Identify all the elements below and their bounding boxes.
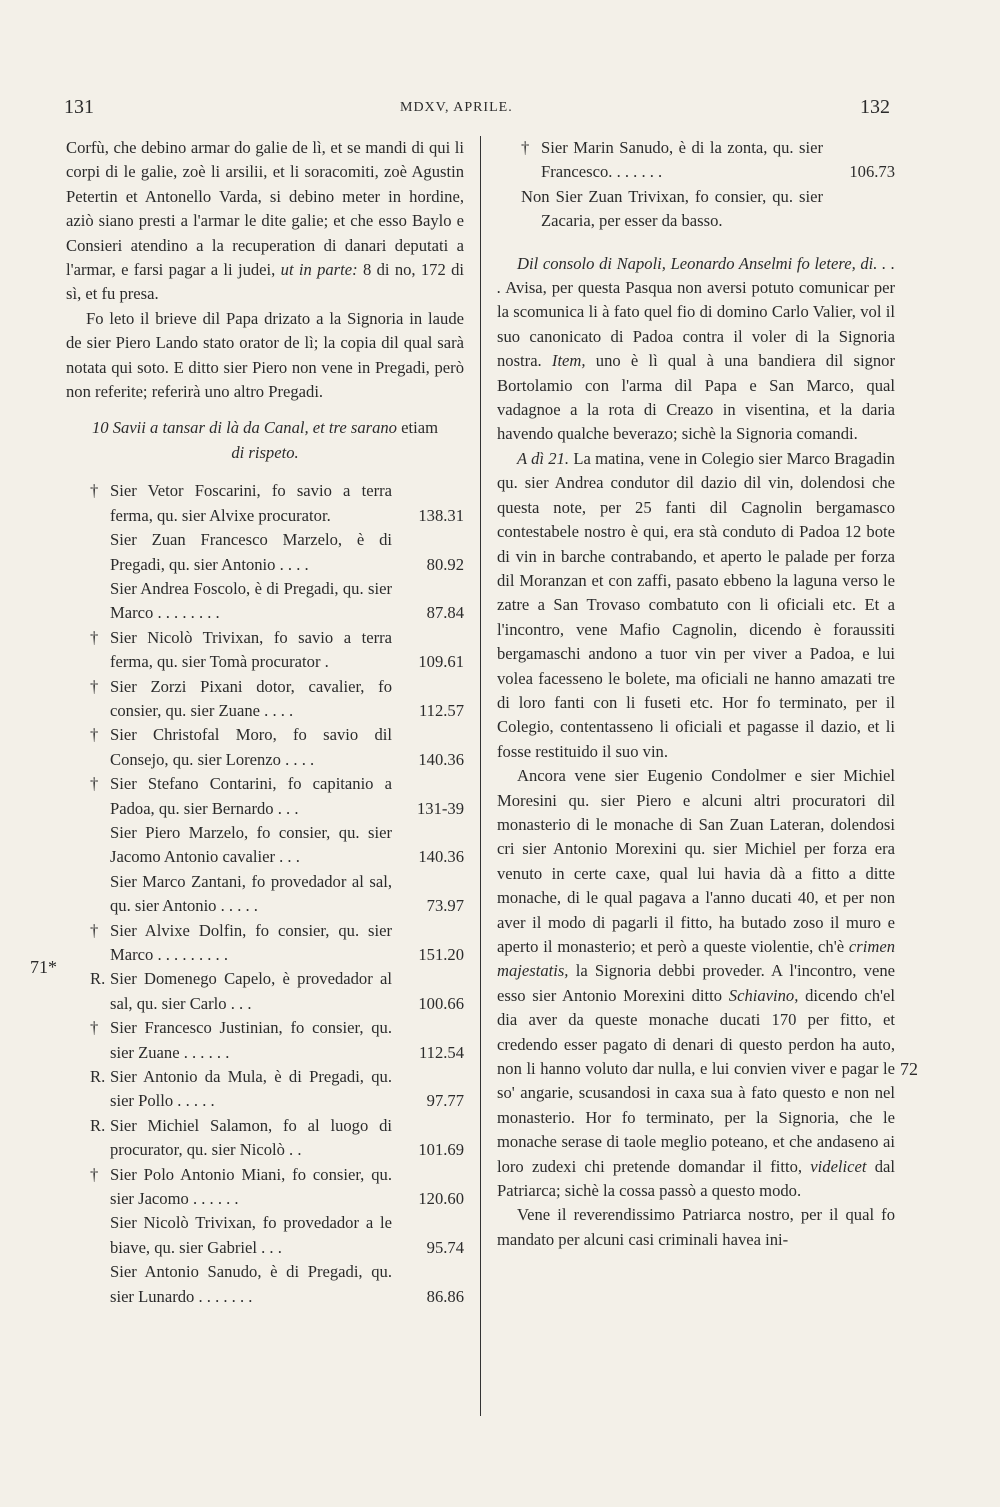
margin-note-right: 72: [900, 1059, 918, 1079]
entry-mark: †: [90, 920, 99, 940]
paragraph: A dì 21. La matina, vene in Colegio sier Marco Bragadin qu. sier Andrea condutor dil dazio dil vin, dolendosi che questa note, per 25 fanti dil Cagnolin bergamasco contestabele nostro è qui, era stà conduto di Padoa 12 bote di vin in barche contrabando, et aperto le palade per forza dil Moranzan et con zaffi, pasato ebbeno la laguna verso le zatre a San Trovaso combatuto con li oficiali etc. Et a l'incontro, vene Mafio Cagnolin, dicendo è foraussiti bergamaschi andono a tuor vin per viver a Padoa, e lui volea facesseno le bolete, ma oficiali ne hanno amazati tre di loro fanti con li fuseti etc. Hor fo terminato, per il Colegio, contentasseno li oficiali et pagasse il dazio, et li fosse restituido il suo vin.: [497, 448, 895, 761]
entry-value: 97.77: [426, 1091, 464, 1111]
margin-note-left: 71*: [30, 957, 57, 977]
entry-value: 87.84: [426, 603, 464, 623]
entry-value: 112.57: [418, 700, 464, 720]
entry-text: Sier Christofal Moro, fo savio dil Consejo, qu. sier Lorenzo . . . .: [110, 725, 392, 769]
entry-text: Sier Piero Marzelo, fo consier, qu. sier Jacomo Antonio cavalier . . .: [110, 822, 392, 867]
vote-entry: [66, 1211, 464, 1260]
entry-mark: R.: [90, 1115, 106, 1135]
entry-mark: †: [90, 1018, 99, 1038]
entry-text: Sier Francesco Justinian, fo consier, qu. sier Zuane . . . . . .: [110, 1018, 392, 1062]
entry-value: 138.31: [418, 505, 464, 525]
entry-value: 95.74: [426, 1237, 464, 1257]
entry-text: Sier Antonio da Mula, è di Pregadi, qu. sier Pollo . . . . .: [110, 1067, 392, 1111]
entry-value: 106.73: [849, 162, 895, 182]
entry-text: Sier Domenego Capelo, è provedador al sal, qu. sier Carlo . . .: [110, 969, 392, 1013]
entry-text: Sier Marco Zantani, fo provedador al sal, qu. sier Antonio . . . . .: [110, 871, 392, 916]
entry-text: Sier Zorzi Pixani dotor, cavalier, fo consier, qu. sier Zuane . . . .: [110, 676, 392, 720]
vote-entry: [497, 185, 895, 234]
vote-entry: [66, 1163, 464, 1212]
entry-text: Sier Alvixe Dolfin, fo consier, qu. sier Marco . . . . . . . . .: [110, 920, 392, 964]
paragraph: Corfù, che debino armar do galie de lì, et se mandi di qui li corpi di le galie, zoè li arsilii, et li soracomiti, zoè Agustin Petertin et Antonello Varda, si debino meter in hordine, aziò siano presti a l'armar le dite galie; et che esso Baylo e Consieri atendino a la recuperation di danari deputati a l'armar, e farsi pagar a li judei, ut in parte: 8 di no, 172 di sì, et fu presa.: [66, 138, 465, 304]
entry-text: Sier Nicolò Trivixan, fo provedador a le biave, qu. sier Gabriel . . .: [110, 1213, 392, 1257]
vote-entry: [66, 528, 464, 577]
entry-value: 151.20: [418, 945, 464, 964]
vote-entry: [66, 821, 464, 870]
entry-value: 73.97: [426, 896, 464, 916]
running-title: MDXV, APRILE.: [400, 100, 513, 115]
entry-value: 80.92: [426, 554, 464, 574]
entry-mark: †: [90, 481, 99, 501]
vote-entry: [66, 919, 464, 968]
vote-entry: [66, 1065, 464, 1114]
entry-mark: R.: [90, 1067, 106, 1087]
entry-text: Sier Marin Sanudo, è di la zonta, qu. sier Francesco. . . . . . .: [541, 138, 823, 182]
vote-entry: [66, 870, 464, 919]
page-number-left: 131: [64, 96, 94, 118]
paragraph: Fo leto il brieve dil Papa drizato a la Signoria in laude de sier Piero Lando stato orator de lì; la copia dil qual sarà notata qui soto. E ditto sier Piero non vene in Pregadi, però non referite; referirà uno altro Pregadi.: [66, 308, 464, 402]
vote-entry: [66, 1114, 464, 1163]
entry-value: 112.54: [418, 1042, 464, 1062]
entry-text: Sier Polo Antonio Miani, fo consier, qu. sier Jacomo . . . . . .: [110, 1164, 392, 1209]
paragraph: Vene il reverendissimo Patriarca nostro, per il qual fo mandato per alcuni casi criminali havea ini-: [497, 1205, 895, 1249]
entry-value: 100.66: [418, 993, 464, 1013]
vote-entry: [66, 967, 464, 1016]
entry-mark: †: [90, 1164, 99, 1184]
entry-mark: R.: [90, 969, 106, 989]
section-heading: 10 Savii a tansar di là da Canal, et tre sarano etiam di rispeto.: [91, 418, 438, 462]
entry-text: Sier Vetor Foscarini, fo savio a terra ferma, qu. sier Alvixe procurator.: [110, 481, 392, 525]
entry-mark: †: [90, 725, 99, 745]
entry-value: 140.36: [418, 847, 464, 867]
entry-text: Sier Zuan Francesco Marzelo, è di Pregadi, qu. sier Antonio . . . .: [110, 530, 392, 574]
entry-text: Non Sier Zuan Trivixan, fo consier, qu. sier Zacaria, per esser da basso.: [521, 186, 823, 231]
page-header: [0, 96, 1000, 126]
entry-value: 101.69: [418, 1140, 464, 1160]
vote-entry: [66, 675, 464, 724]
vote-entry: [66, 626, 464, 675]
entry-text: Sier Michiel Salamon, fo al luogo di procurator, qu. sier Nicolò . .: [110, 1115, 392, 1160]
vote-entry: [66, 1260, 464, 1309]
entry-value: 131-39: [416, 798, 464, 818]
vote-entry: [66, 723, 464, 772]
right-column: [497, 136, 895, 1252]
vote-entry: [66, 577, 464, 626]
entry-text: Sier Andrea Foscolo, è di Pregadi, qu. sier Marco . . . . . . . .: [110, 578, 392, 623]
entry-mark: †: [90, 676, 99, 696]
entry-text: Sier Stefano Contarini, fo capitanio a Padoa, qu. sier Bernardo . . .: [110, 774, 392, 818]
entry-value: 120.60: [418, 1189, 464, 1209]
vote-entry: [66, 772, 464, 821]
column-divider: [480, 136, 481, 1416]
entry-mark: †: [90, 627, 99, 647]
entry-value: 86.86: [426, 1286, 464, 1306]
left-column: [66, 136, 464, 1309]
vote-entry: [497, 136, 895, 185]
page-number-right: 132: [860, 96, 890, 118]
entry-mark: †: [90, 774, 99, 794]
entry-text: Sier Nicolò Trivixan, fo savio a terra ferma, qu. sier Tomà procurator .: [110, 627, 392, 672]
paragraph: Ancora vene sier Eugenio Condolmer e sier Michiel Moresini qu. sier Piero e alcuni altri procuratori dil monasterio di le monache di San Zuan Lateran, dolendosi cri sier Antonio Morexini qu. sier Michiel per forza era venuto in certe caxe, qual lui havia dà a fitto a ditte monache, di le qual pagava a l'anno ducati 40, et per non aver il modo di pagarli il fitto, ha butado zoso il muro e aperto il monasterio; et però a queste violentie, ch'è crimen majestatis, la Signoria debbi proveder. A l'incontro, vene esso sier Antonio Morexini ditto Schiavino, dicendo ch'el dia aver da queste monache ducati 170 per fitto, et credendo esser pagato di denari di questo perdon ha auto, non li hanno voluto dar nulla, e lui convien viver e pagar le so' angarie, scusandosi in caxa sua à fato questo e non nel monasterio. Hor fo terminato, per la Signoria, che le monache serase di taole meglio poteano, et che andaseno ai loro zudexi chi pretende domandar il fitto, videlicet dal Patriarca; sichè la cossa passò a questo modo.: [497, 766, 896, 1201]
paragraph: Dil consolo di Napoli, Leonardo Anselmi fo letere, di. . . . Avisa, per questa Pasqua non aversi potuto comunicar per la scomunica li à fato quel fio di domino Carlo Valier, vol il suo canonicato di Padoa contra il voler di la Signoria nostra. Item, uno è lì qual à una bandiera dil signor Bortolamio con l'arma dil Papa e San Marco, qual vadagnoe a la rota di Creazo in visentina, et la daria havendo qualche beverazo; sichè la Signoria comandi.: [497, 253, 896, 444]
entry-value: 140.36: [418, 749, 464, 769]
vote-list: [66, 479, 464, 1309]
vote-entry: [66, 1016, 464, 1065]
entry-mark: †: [521, 138, 530, 157]
entry-text: Sier Antonio Sanudo, è di Pregadi, qu. sier Lunardo . . . . . . .: [110, 1262, 392, 1306]
vote-entry: [66, 479, 464, 528]
entry-value: 109.61: [418, 652, 464, 672]
